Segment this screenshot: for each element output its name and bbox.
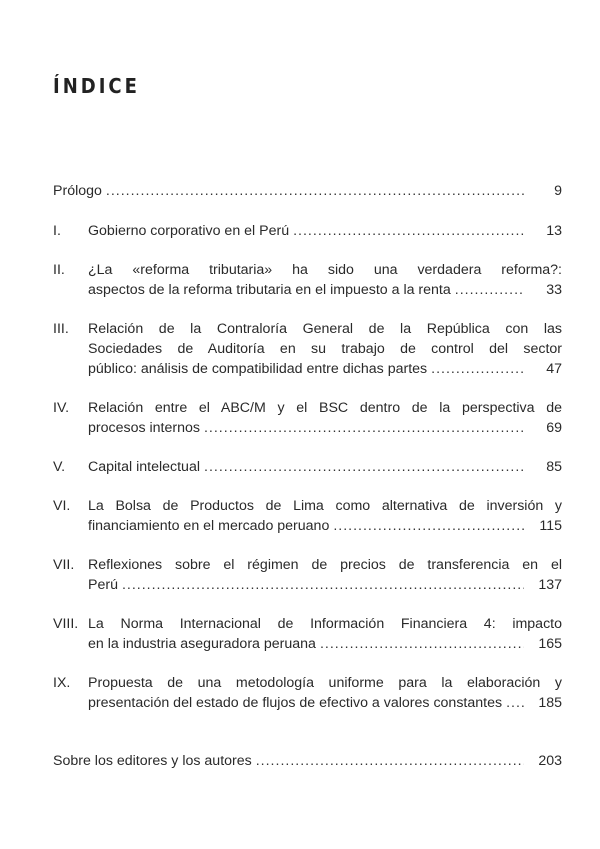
chapter-number: I. (53, 223, 61, 239)
toc-entry (53, 673, 562, 713)
entry-title-line: ¿La «reforma tributaria» ha sido una verdadera reforma?: (88, 262, 562, 278)
entry-title-line: público: análisis de compatibilidad entre dichas partes (88, 361, 428, 377)
toc-entry (53, 319, 562, 379)
dot-leader (320, 634, 524, 654)
dot-leader (333, 516, 524, 536)
dot-leader (204, 418, 524, 438)
chapter-number: II. (53, 262, 65, 278)
toc-entry (53, 751, 562, 771)
toc-entry (53, 614, 562, 654)
entry-title-line: Sobre los editores y los autores (53, 753, 252, 769)
entry-title-line: aspectos de la reforma tributaria en el impuesto a la renta (88, 282, 451, 298)
table-of-contents (53, 181, 562, 771)
entry-title-line: presentación del estado de flujos de efectivo a valores constantes (88, 695, 503, 711)
toc-entry (53, 221, 562, 241)
dot-leader (455, 280, 524, 300)
entry-title-line: procesos internos (88, 420, 200, 436)
dot-leader (106, 181, 524, 201)
chapter-number: VIII. (53, 616, 79, 632)
entry-title-line: La Norma Internacional de Información Financiera 4: impacto (88, 616, 562, 632)
entry-title-line: financiamiento en el mercado peruano (88, 518, 330, 534)
page-number: 47 (546, 361, 562, 377)
entry-title-line: Reflexiones sobre el régimen de precios de transferencia en el (88, 557, 562, 573)
entry-title-line: Gobierno corporativo en el Perú (88, 223, 290, 239)
page-number: 165 (538, 636, 562, 652)
chapter-number: V. (53, 459, 66, 475)
dot-leader (506, 693, 524, 713)
page-number: 203 (538, 753, 562, 769)
page-title: ÍNDICE (53, 74, 140, 98)
toc-entry (53, 555, 562, 595)
dot-leader (204, 457, 524, 477)
chapter-number: IX. (53, 675, 71, 691)
entry-title-line: Sociedades de Auditoría en su trabajo de control del sector (88, 341, 562, 357)
entry-title-line: La Bolsa de Productos de Lima como alternativa de inversión y (88, 498, 562, 514)
chapter-number: VI. (53, 498, 71, 514)
entry-title-line: Relación entre el ABC/M y el BSC dentro de la perspectiva de (88, 400, 562, 416)
page-number: 137 (538, 577, 562, 593)
toc-entry (53, 496, 562, 536)
page-number: 115 (539, 518, 562, 534)
page-number: 85 (546, 459, 562, 475)
page-number: 9 (554, 183, 562, 199)
entry-title-line: Capital intelectual (88, 459, 200, 475)
chapter-number: IV. (53, 400, 70, 416)
toc-entry (53, 398, 562, 438)
page-number: 33 (546, 282, 562, 298)
dot-leader (431, 359, 524, 379)
page-number: 185 (538, 695, 562, 711)
entry-title-line: Relación de la Contraloría General de la República con las (88, 321, 562, 337)
entry-title-line: Perú (88, 577, 118, 593)
entry-title-line: Prólogo (53, 183, 102, 199)
dot-leader (122, 575, 524, 595)
toc-entry (53, 260, 562, 300)
toc-entry (53, 181, 562, 201)
entry-title-line: Propuesta de una metodología uniforme para la elaboración y (88, 675, 562, 691)
entry-title-line: en la industria aseguradora peruana (88, 636, 316, 652)
dot-leader (256, 751, 524, 771)
page-number: 69 (546, 420, 562, 436)
toc-entry (53, 457, 562, 477)
chapter-number: VII. (53, 557, 75, 573)
chapter-number: III. (53, 321, 69, 337)
page-number: 13 (546, 223, 562, 239)
dot-leader (293, 221, 524, 241)
